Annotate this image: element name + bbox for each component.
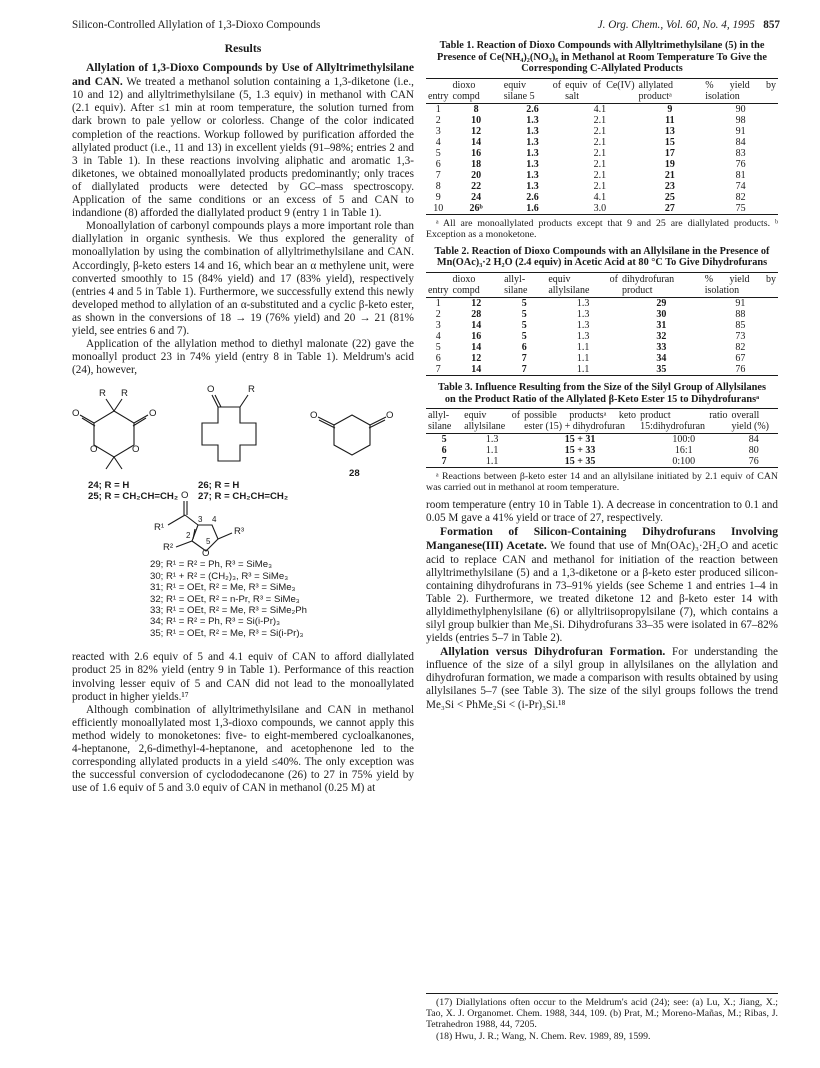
table-cell: 32: [656, 330, 667, 342]
table-cell: 1.3: [526, 158, 539, 170]
table-cell: 6: [435, 158, 441, 170]
position-label: 5: [206, 537, 211, 547]
label-26: 26; R = H: [198, 480, 240, 492]
table-cell: 17: [664, 147, 675, 159]
table-cell: 2.1: [593, 158, 607, 170]
page-number: 857: [763, 19, 780, 31]
table-header-cell: equiv of allylsilane: [548, 273, 618, 296]
oxygen-label: O: [72, 408, 80, 420]
oxygen-label: O: [132, 444, 140, 456]
paragraph-dihydrofurans: [426, 525, 778, 645]
table-cell: 1: [435, 297, 441, 309]
oxygen-label: O: [207, 384, 215, 396]
table-cell: 2: [435, 114, 441, 126]
table-cell: 1.6: [502, 203, 563, 215]
table-cell: 1.3: [526, 180, 539, 192]
table-cell: 76: [703, 364, 778, 376]
table-cell: 91: [735, 297, 746, 309]
table-cell: 85: [735, 319, 746, 331]
right-column: [426, 40, 778, 712]
table-row: [426, 115, 778, 126]
table-cell: 1.3: [526, 136, 539, 148]
compound-item: 31; R¹ = OEt, R² = Me, R³ = SiMe₃: [150, 582, 296, 594]
table-cell: 14: [471, 341, 482, 353]
table-cell: 3: [435, 319, 441, 331]
label-24: 24; R = H: [88, 480, 130, 492]
structures-figure: [72, 383, 414, 645]
journal-name: J. Org. Chem.,: [597, 19, 664, 31]
table-cell: 5: [521, 297, 527, 309]
table-row: [426, 297, 778, 309]
table-cell: 82: [735, 191, 746, 203]
oxygen-label: O: [202, 548, 210, 560]
table-cell: 5: [521, 319, 527, 331]
r-label: R: [99, 388, 106, 400]
table-header-cell: % yield by isolation: [705, 79, 776, 102]
table-cell: 82: [735, 341, 746, 353]
table-1-grid: [426, 78, 778, 215]
table-cell: 6: [521, 341, 527, 353]
oxygen-label: O: [310, 410, 318, 422]
table-header-cell: % yield by isolation: [704, 273, 776, 296]
table-cell: 4.1: [593, 191, 607, 203]
oxygen-label: O: [149, 408, 157, 420]
compound-item: 35; R¹ = OEt, R² = Me, R³ = Si(i-Pr)₃: [150, 627, 304, 639]
table-cell: 26ᵇ: [451, 203, 502, 215]
table-cell: 98: [735, 114, 746, 126]
r1-label: R¹: [154, 522, 165, 534]
table-header-cell: dioxo compd: [451, 78, 502, 103]
table-row: [426, 353, 778, 364]
oxygen-label: O: [386, 410, 394, 422]
table-3: [426, 382, 778, 493]
table-cell: 1.3: [576, 330, 590, 342]
table-cell: 1.3: [576, 319, 590, 331]
table-cell: 14: [471, 319, 482, 331]
table-2: [426, 246, 778, 376]
table-cell: 7: [502, 364, 546, 376]
compound-list: [150, 559, 307, 639]
table-cell: 5: [521, 330, 527, 342]
table-cell: 15 + 33: [564, 445, 596, 457]
table-cell: 10: [471, 114, 482, 126]
table-cell: 5: [435, 147, 441, 159]
table-cell: 19: [664, 158, 675, 170]
table-cell: 5: [521, 308, 527, 320]
table-header-cell: equiv of Ce(IV) salt: [565, 79, 635, 102]
table-cell: 2.1: [593, 147, 607, 159]
table-row: [426, 434, 778, 446]
table-cell: 76: [730, 456, 778, 468]
table-row: [426, 192, 778, 203]
table-1-caption: Table 1. Reaction of Dioxo Compounds with Allyltrimethylsilane (5) in the Presence of Ce(NH₄)₂(NO₃)₆ in Methanol at Room Temperature To Give the Corresponding C-Allylated Products: [437, 40, 767, 75]
table-cell: 11: [665, 114, 675, 126]
table-cell: 88: [735, 308, 746, 320]
table-cell: 1.1: [576, 341, 590, 353]
table-header-cell: possible productsᵃ keto ester (15) + dihydrofuran: [524, 410, 637, 433]
table-cell: 33: [656, 341, 667, 353]
table-cell: 3: [435, 125, 441, 137]
table-cell: 3.0: [563, 203, 636, 215]
table-2-grid: [426, 272, 778, 376]
table-cell: 1.3: [526, 147, 539, 159]
table-cell: 1.1: [576, 352, 590, 364]
table-cell: 31: [656, 319, 667, 331]
table-row: [426, 203, 778, 215]
table-cell: 1: [435, 103, 441, 115]
table-cell: 6: [441, 445, 447, 457]
table-cell: 80: [748, 445, 759, 457]
table-cell: 14: [471, 136, 482, 148]
table-cell: 2.6: [526, 103, 539, 115]
compound-item: 32; R¹ = OEt, R² = n-Pr, R³ = SiMe₃: [150, 593, 300, 605]
table-cell: 8: [473, 103, 479, 115]
table-cell: 35: [620, 364, 703, 376]
table-cell: 75: [703, 203, 778, 215]
oxygen-label: O: [90, 444, 98, 456]
table-cell: 90: [735, 103, 746, 115]
table-cell: 83: [735, 147, 746, 159]
paragraph-monoallylation: Monoallylation of carbonyl compounds plays a more important role than diallylation in organic synthesis. We thus explored the generality of monoallylation by using the combination of allyltrimethylsilane and CAN. Accordingly, β-keto esters 14 and 16, which bear an α methylene unit, were converted smoothly to 15 (84% yield) and 17 (83% yield), respectively (entries 4 and 5 in Table 1). Furthermore, we successfully extend this newly developed method to allylation of an α-substituted and a cyclic β-keto ester, as shown in the conversions of 18 → 19 (76% yield) and 20 → 21 (81% yield, see entries 6 and 7).: [72, 220, 414, 337]
table-cell: 4.1: [593, 103, 607, 115]
compound-item: 29; R¹ = R² = Ph, R³ = SiMe₃: [150, 559, 273, 571]
table-row: [426, 148, 778, 159]
paragraph-text: We found that use of Mn(OAc)₃·2H₂O and acetic acid to replace CAN and methanol for initiation of the reaction between allyltrimethylsilane (5) and a 1,3-diketone or a β-keto ester produced silicon-containing dihydrofurans in 73–91% yields (see Scheme 1 and entries 1–4 in Table 2). Furthermore, we treated diketone 12 and β-keto ester 14 with allyldimethylphenylsilane (6) or allyltriisopropylsilane (7), which contains a silyl group bulkier than Me₃Si. Dihydrofurans 33–35 were isolated in 67–82% yields (entries 5–7 in Table 2).: [426, 540, 778, 645]
left-column: [72, 38, 414, 795]
table-cell: 100:0: [672, 434, 696, 446]
table-cell: 4: [435, 330, 441, 342]
r-label: R: [121, 388, 128, 400]
table-cell: 8: [435, 180, 441, 192]
table-header-cell: overall yield (%): [730, 409, 778, 434]
table-cell: 7: [426, 364, 451, 376]
table-header-cell: entry: [426, 272, 451, 297]
compound-item: 33; R¹ = OEt, R² = Me, R³ = SiMe₂Ph: [150, 604, 308, 616]
table-cell: 29: [656, 297, 667, 309]
table-row: [426, 342, 778, 353]
table-cell: 1.1: [485, 445, 499, 457]
table-cell: 1.1: [462, 456, 522, 468]
running-header-title: Silicon-Controlled Allylation of 1,3-Dioxo Compounds: [72, 19, 321, 31]
table-row: [426, 364, 778, 376]
table-cell: 18: [471, 158, 482, 170]
table-3-caption: Table 3. Influence Resulting from the Size of the Silyl Group of Allylsilanes on the Product Ratio of the Allylated β-Keto Ester 15 to Dihydrofuransᵃ: [438, 381, 766, 405]
table-header-cell: equiv of silane 5: [503, 79, 562, 102]
table-cell: 30: [656, 308, 667, 320]
table-cell: 15 + 35: [522, 456, 638, 468]
table-cell: 2.1: [593, 125, 607, 137]
table-3-footnote: ᵃ Reactions between β-keto ester 14 and an allylsilane initiated by 2.1 equiv of CAN was carried out in methanol at room temperature.: [426, 471, 778, 494]
paragraph-text: We treated a methanol solution containing a 1,3-diketone (i.e., 10 and 12) and allyltrimethylsilane (5, 1.3 equiv) in methanol with CAN (2.1 equiv). After ≤1 min at room temperature, the solution turned from dark brown to pale yellow or colorless. Change of the color indicated completion of the reactions. Workup followed by purification afforded the allylated product (i.e., 11 and 13) in excellent yields (91–98%; entries 2 and 3 in Table 1). In these reactions involving aliphatic and aromatic 1,3-diketones, we obtained monoallylated products predominantly; only traces of diallylated products were detected by GC–mass spectroscopy. Application of the same conditions or an excess of 5 and CAN to indandione (8) afforded the diallylated product 9 (entry 1 in Table 1).: [72, 76, 414, 220]
position-label: 2: [186, 531, 191, 541]
paragraph-malonate: Application of the allylation method to diethyl malonate (22) gave the monoallyl product 23 in 74% yield (entry 8 in Table 1). Meldrum's acid (24), however,: [72, 338, 414, 377]
table-cell: 28: [471, 308, 482, 320]
table-header-cell: allylated productᵃ: [637, 78, 704, 103]
table-cell: 16: [471, 330, 482, 342]
r3-label: R³: [234, 526, 245, 538]
oxygen-label: O: [181, 490, 189, 502]
compound-item: 30; R¹ + R² = (CH₂)₃, R³ = SiMe₃: [150, 570, 289, 582]
table-row: [426, 170, 778, 181]
table-1: [426, 40, 778, 240]
paragraph-diallylation: reacted with 2.6 equiv of 5 and 4.1 equiv of CAN to afford diallylated product 25 in 82% yield (entry 9 in Table 1). Performance of this reaction involving lesser equiv of 5 and CAN did not lead to the monoallylated product in higher yields.¹⁷: [72, 651, 414, 703]
run-in-heading: Allylation versus Dihydrofuran Formation.: [440, 645, 666, 659]
table-cell: 14: [451, 364, 503, 376]
table-header-cell: dioxo compd: [451, 272, 503, 297]
table-header-cell: allyl-silane: [502, 272, 546, 297]
table-cell: 0:100: [638, 456, 729, 468]
table-cell: 1.3: [576, 308, 590, 320]
table-cell: 16: [471, 147, 482, 159]
table-cell: 5: [435, 341, 441, 353]
table-header-cell: dihydrofuran product: [620, 272, 703, 297]
table-cell: 81: [735, 169, 746, 181]
table-row: [426, 320, 778, 331]
table-cell: 84: [735, 136, 746, 148]
compound-item: 34; R¹ = R² = Ph, R³ = Si(i-Pr)₃: [150, 616, 280, 628]
label-28: 28: [349, 468, 360, 480]
table-cell: 2.1: [593, 136, 607, 148]
table-cell: 24: [471, 191, 482, 203]
footnote-18: (18) Hwu, J. R.; Wang, N. Chem. Rev. 1989, 89, 1599.: [436, 1030, 651, 1042]
table-cell: 16:1: [674, 445, 693, 457]
table-cell: 15 + 31: [564, 434, 596, 446]
table-cell: 7: [435, 169, 441, 181]
table-row: [426, 137, 778, 148]
position-label: 3: [198, 515, 203, 525]
table-cell: 7: [426, 456, 462, 468]
label-27: 27; R = CH₂CH=CH₂: [198, 491, 289, 503]
position-label: 4: [212, 515, 217, 525]
table-row: [426, 103, 778, 115]
table-cell: 74: [735, 180, 746, 192]
table-header-cell: product ratio 15:dihydrofuran: [640, 410, 728, 433]
table-cell: 21: [664, 169, 675, 181]
r2-label: R²: [163, 542, 174, 554]
table-cell: 1.3: [526, 125, 539, 137]
table-cell: 1.3: [526, 169, 539, 181]
running-header-citation: [598, 19, 780, 31]
table-row: [426, 126, 778, 137]
table-row: [426, 445, 778, 456]
page-footnotes: [426, 993, 778, 1042]
table-cell: 67: [735, 352, 746, 364]
table-cell: 5: [441, 434, 447, 446]
section-title-results: Results: [224, 41, 262, 55]
label-25: 25; R = CH₂CH=CH₂: [88, 491, 179, 503]
r-label: R: [248, 384, 255, 396]
table-cell: 7: [521, 352, 527, 364]
table-cell: 1.3: [485, 434, 499, 446]
paragraph-monoketones: Although combination of allyltrimethylsilane and CAN in methanol efficiently monoallylated most 1,3-dioxo compounds, we cannot apply this method widely to monoketones: five- to eight-membered cycloalkanones, 4-heptanone, 2,6-dimethyl-4-heptanone, and acetophenone led to the corresponding allylated products in a yield ≤40%. The only exception was the successful conversion of cyclododecanone (26) to 27 in 75% yield by use of 1.6 equiv of 5 and 3.0 equiv of CAN in methanol (0.25 M) at: [72, 703, 414, 795]
table-row: [426, 331, 778, 342]
table-cell: 10: [426, 203, 451, 215]
table-cell: 2.1: [593, 114, 607, 126]
table-cell: 1.3: [526, 114, 539, 126]
table-cell: 2.1: [593, 169, 607, 181]
run-in-heading: Formation of Silicon-Containing Dihydrofurans Involving Manganese(III) Acetate.: [426, 525, 778, 553]
table-cell: 1.3: [576, 297, 590, 309]
table-cell: 34: [656, 352, 667, 364]
table-cell: 13: [664, 125, 675, 137]
table-row: [426, 159, 778, 170]
table-cell: 91: [735, 125, 746, 137]
table-2-caption: Table 2. Reaction of Dioxo Compounds with an Allylsilane in the Presence of Mn(OAc)₃·2 H₂O (2.4 equiv) in Acetic Acid at 80 °C To Give Dihydrofurans: [434, 245, 770, 269]
table-3-grid: [426, 408, 778, 468]
table-cell: 76: [735, 158, 746, 170]
table-cell: 73: [735, 330, 746, 342]
table-cell: 9: [667, 103, 673, 115]
table-cell: 12: [471, 125, 482, 137]
journal-volume: Vol. 60, No. 4, 1995: [665, 19, 755, 31]
table-cell: 84: [748, 434, 759, 446]
table-cell: 12: [471, 297, 482, 309]
table-cell: 12: [471, 352, 482, 364]
table-row: [426, 181, 778, 192]
table-cell: 25: [664, 191, 675, 203]
table-header-cell: equiv of allylsilane: [464, 410, 521, 433]
table-cell: 6: [435, 352, 441, 364]
table-header-cell: entry: [426, 78, 451, 103]
table-row: [426, 309, 778, 320]
footnote-17: (17) Diallylations often occur to the Meldrum's acid (24); see: (a) Lu, X.; Jiang, X.; Tao, X. J. Organomet. Chem. 1988, 344, 109. (b) Prat, M.; Moreno-Mañas, M.; Ribas, J. Tetrahedron 1988, 44, 7205.: [426, 997, 778, 1031]
paragraph-allylation: [72, 61, 414, 220]
paragraph-text: For understanding the influence of the size of a silyl group in allylsilanes on the allylation and dihydrofuran formation, we made a comparison with results obtained by using allylsilanes 5–7 (see Table 3). The size of the silyl groups follows the trend Me₃Si < PhMe₂Si < (i-Pr)₃Si.¹⁸: [426, 646, 779, 711]
table-cell: 23: [664, 180, 675, 192]
table-cell: 1.1: [546, 364, 620, 376]
table-cell: 9: [435, 191, 441, 203]
paragraph-continuation: room temperature (entry 10 in Table 1). A decrease in concentration to 0.1 and 0.05 M gave a 41% yield or trace of 27, respectively.: [426, 499, 778, 525]
table-cell: 15: [664, 136, 675, 148]
table-row: [426, 456, 778, 468]
table-cell: 2.6: [526, 191, 539, 203]
paragraph-allylation-vs-dihydrofuran: [426, 645, 778, 711]
table-cell: 2.1: [593, 180, 607, 192]
table-cell: 2: [435, 308, 441, 320]
table-cell: 20: [471, 169, 482, 181]
table-header-cell: allyl-silane: [426, 409, 462, 434]
run-in-heading: Allylation of 1,3-Dioxo Compounds by Use of Allyltrimethylsilane and CAN.: [72, 61, 414, 89]
table-cell: 22: [471, 180, 482, 192]
table-cell: 4: [435, 136, 441, 148]
table-1-footnote: ᵃ All are monoallylated products except that 9 and 25 are diallylated products. ᵇ Exception as a monoketone.: [426, 217, 778, 240]
table-cell: 27: [637, 203, 704, 215]
